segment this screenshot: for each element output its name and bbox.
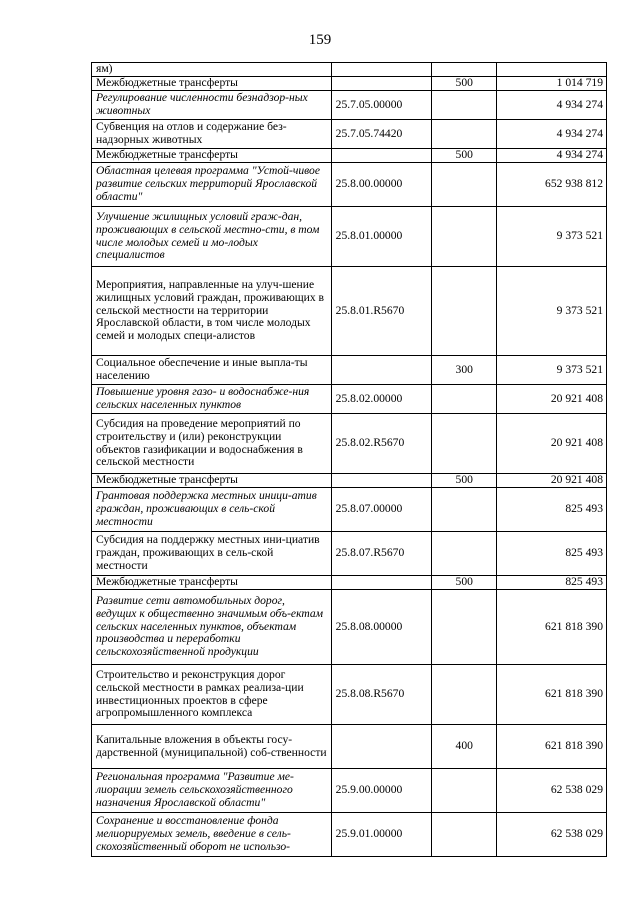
row-sum-cell: 621 818 390 bbox=[496, 590, 606, 665]
row-name-cell: Сохранение и восстановление фонда мелиорируемых земель, введение в сель-скохозяйственный оборот не использо- bbox=[92, 813, 332, 857]
row-name-cell: Регулирование численности безнадзор-ных животных bbox=[92, 91, 332, 120]
row-code-cell bbox=[331, 725, 431, 769]
row-sum-cell: 621 818 390 bbox=[496, 665, 606, 725]
row-sum-cell: 9 373 521 bbox=[496, 207, 606, 267]
table-row bbox=[92, 356, 607, 385]
row-sum-cell: 20 921 408 bbox=[496, 474, 606, 488]
row-expense-type-cell: 400 bbox=[431, 725, 496, 769]
row-expense-type-cell: 500 bbox=[431, 149, 496, 163]
row-expense-type-cell: 500 bbox=[431, 77, 496, 91]
row-name-cell: Межбюджетные трансферты bbox=[92, 149, 332, 163]
row-name-cell: Развитие сети автомобильных дорог, ведущих к общественно значимым объ-ектам сельских населенных пунктов, объектам производства и переработки сельскохозяйственной продукции bbox=[92, 590, 332, 665]
table-row bbox=[92, 267, 607, 356]
table-row bbox=[92, 163, 607, 207]
table-row bbox=[92, 414, 607, 474]
row-name-cell: Областная целевая программа "Устой-чивое развитие сельских территорий Ярославской области" bbox=[92, 163, 332, 207]
row-sum-cell: 20 921 408 bbox=[496, 385, 606, 414]
table-row bbox=[92, 725, 607, 769]
table-row bbox=[92, 813, 607, 857]
row-expense-type-cell: 500 bbox=[431, 576, 496, 590]
table-row bbox=[92, 91, 607, 120]
row-sum-cell: 4 934 274 bbox=[496, 91, 606, 120]
row-expense-type-cell bbox=[431, 63, 496, 77]
row-code-cell: 25.8.07.R5670 bbox=[331, 532, 431, 576]
budget-table-body bbox=[92, 63, 607, 857]
row-expense-type-cell bbox=[431, 385, 496, 414]
row-expense-type-cell bbox=[431, 590, 496, 665]
table-row bbox=[92, 576, 607, 590]
table-row bbox=[92, 532, 607, 576]
budget-table bbox=[91, 62, 607, 857]
row-expense-type-cell bbox=[431, 91, 496, 120]
row-name-cell: Межбюджетные трансферты bbox=[92, 77, 332, 91]
row-sum-cell: 62 538 029 bbox=[496, 769, 606, 813]
table-row bbox=[92, 207, 607, 267]
row-name-cell: Субсидия на проведение мероприятий по строительству и (или) реконструкции объектов газификации и водоснабжения в сельской местности bbox=[92, 414, 332, 474]
row-sum-cell: 825 493 bbox=[496, 488, 606, 532]
row-name-cell: Субсидия на поддержку местных ини-циатив граждан, проживающих в сель-ской местности bbox=[92, 532, 332, 576]
row-name-cell: Мероприятия, направленные на улуч-шение жилищных условий граждан, проживающих в сельской местности на территории Ярославской области, в том числе молодых семей и молодых специ-алистов bbox=[92, 267, 332, 356]
row-code-cell bbox=[331, 356, 431, 385]
table-row bbox=[92, 120, 607, 149]
table-row bbox=[92, 63, 607, 77]
row-expense-type-cell bbox=[431, 488, 496, 532]
row-sum-cell: 621 818 390 bbox=[496, 725, 606, 769]
row-code-cell: 25.9.01.00000 bbox=[331, 813, 431, 857]
row-name-cell: Капитальные вложения в объекты госу-дарственной (муниципальной) соб-ственности bbox=[92, 725, 332, 769]
row-name-cell: Межбюджетные трансферты bbox=[92, 474, 332, 488]
row-sum-cell: 4 934 274 bbox=[496, 149, 606, 163]
row-code-cell bbox=[331, 149, 431, 163]
row-code-cell: 25.8.08.00000 bbox=[331, 590, 431, 665]
row-name-cell: Социальное обеспечение и иные выпла-ты населению bbox=[92, 356, 332, 385]
row-sum-cell: 9 373 521 bbox=[496, 267, 606, 356]
row-expense-type-cell bbox=[431, 207, 496, 267]
table-row bbox=[92, 769, 607, 813]
row-name-cell: Межбюджетные трансферты bbox=[92, 576, 332, 590]
row-code-cell: 25.8.02.00000 bbox=[331, 385, 431, 414]
row-expense-type-cell bbox=[431, 267, 496, 356]
row-code-cell: 25.8.08.R5670 bbox=[331, 665, 431, 725]
row-code-cell: 25.8.07.00000 bbox=[331, 488, 431, 532]
row-sum-cell: 652 938 812 bbox=[496, 163, 606, 207]
row-sum-cell: 825 493 bbox=[496, 532, 606, 576]
row-expense-type-cell bbox=[431, 163, 496, 207]
page-number: 159 bbox=[308, 32, 332, 48]
row-code-cell bbox=[331, 63, 431, 77]
row-code-cell: 25.7.05.74420 bbox=[331, 120, 431, 149]
table-row bbox=[92, 488, 607, 532]
row-sum-cell: 62 538 029 bbox=[496, 813, 606, 857]
table-row bbox=[92, 665, 607, 725]
row-expense-type-cell bbox=[431, 532, 496, 576]
row-name-cell: Повышение уровня газо- и водоснабже-ния сельских населенных пунктов bbox=[92, 385, 332, 414]
row-sum-cell bbox=[496, 63, 606, 77]
row-code-cell: 25.8.01.R5670 bbox=[331, 267, 431, 356]
row-name-cell: ям) bbox=[92, 63, 332, 77]
table-row bbox=[92, 590, 607, 665]
row-code-cell: 25.8.01.00000 bbox=[331, 207, 431, 267]
row-sum-cell: 20 921 408 bbox=[496, 414, 606, 474]
row-code-cell bbox=[331, 77, 431, 91]
row-expense-type-cell bbox=[431, 665, 496, 725]
row-code-cell bbox=[331, 576, 431, 590]
table-row bbox=[92, 474, 607, 488]
row-expense-type-cell bbox=[431, 414, 496, 474]
row-name-cell: Строительство и реконструкция дорог сельской местности в рамках реализа-ции инвестиционных проектов в сфере агропромышленного комплекса bbox=[92, 665, 332, 725]
row-sum-cell: 4 934 274 bbox=[496, 120, 606, 149]
row-code-cell: 25.8.00.00000 bbox=[331, 163, 431, 207]
row-expense-type-cell bbox=[431, 120, 496, 149]
table-row bbox=[92, 385, 607, 414]
table-row bbox=[92, 77, 607, 91]
row-sum-cell: 1 014 719 bbox=[496, 77, 606, 91]
row-expense-type-cell: 500 bbox=[431, 474, 496, 488]
row-code-cell: 25.9.00.00000 bbox=[331, 769, 431, 813]
row-name-cell: Региональная программа "Развитие ме-лиорации земель сельскохозяйственного назначения Ярославской области" bbox=[92, 769, 332, 813]
table-row bbox=[92, 149, 607, 163]
row-sum-cell: 9 373 521 bbox=[496, 356, 606, 385]
row-code-cell: 25.7.05.00000 bbox=[331, 91, 431, 120]
row-name-cell: Грантовая поддержка местных иници-атив граждан, проживающих в сель-ской местности bbox=[92, 488, 332, 532]
row-expense-type-cell: 300 bbox=[431, 356, 496, 385]
row-name-cell: Субвенция на отлов и содержание без-надзорных животных bbox=[92, 120, 332, 149]
row-code-cell bbox=[331, 474, 431, 488]
row-sum-cell: 825 493 bbox=[496, 576, 606, 590]
row-expense-type-cell bbox=[431, 769, 496, 813]
row-code-cell: 25.8.02.R5670 bbox=[331, 414, 431, 474]
row-expense-type-cell bbox=[431, 813, 496, 857]
row-name-cell: Улучшение жилищных условий граж-дан, проживающих в сельской местно-сти, в том числе молодых семей и мо-лодых специалистов bbox=[92, 207, 332, 267]
